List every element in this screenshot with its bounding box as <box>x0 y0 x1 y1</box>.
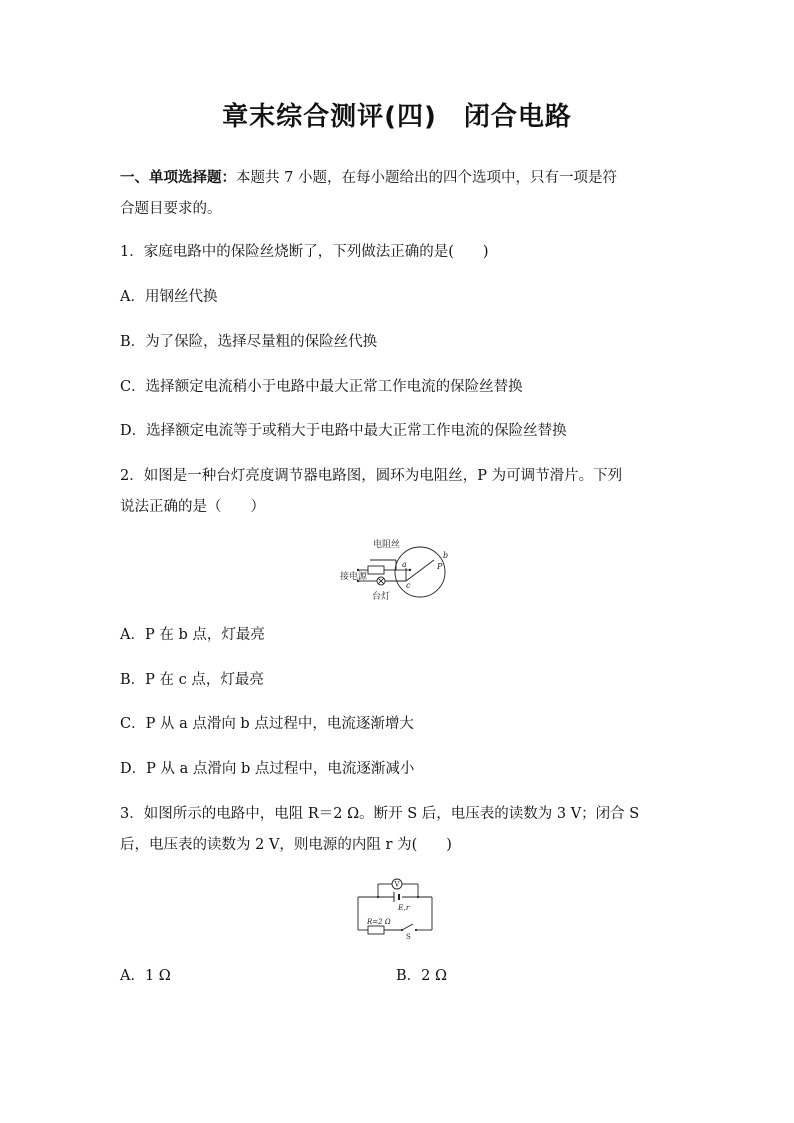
q1-option-d[interactable]: D．选择额定电流等于或稍大于电路中最大正常工作电流的保险丝替换 <box>120 423 567 439</box>
q2-stem-line1: 2．如图是一种台灯亮度调节器电路图，圆环为电阻丝，P 为可调节滑片。下列 <box>120 468 623 484</box>
q1-option-a[interactable]: A．用钢丝代换 <box>120 289 218 305</box>
q1-option-c[interactable]: C．选择额定电流稍小于电路中最大正常工作电流的保险丝替换 <box>120 379 523 395</box>
source-box <box>368 566 384 574</box>
switch-symbol <box>402 924 413 930</box>
section-intro-line1 <box>120 168 680 188</box>
section-text: 本题共 7 小题，在每小题给出的四个选项中，只有一项是符 <box>236 170 617 186</box>
label-emf: E,r <box>398 903 410 912</box>
page-title: 章末综合测评(四) 闭合电路 <box>222 102 572 132</box>
q2-option-b[interactable]: B．P 在 c 点，灯最亮 <box>120 672 264 688</box>
q3-stem-line1: 3．如图所示的电路中，电阻 R＝2 Ω。断开 S 后，电压表的读数为 3 V；闭合 S <box>120 806 640 822</box>
q1-option-b[interactable]: B．为了保险，选择尽量粗的保险丝代换 <box>120 334 378 350</box>
label-point-b: b <box>443 551 449 560</box>
label-resistor: R=2 Ω <box>367 918 391 926</box>
resistance-ring <box>395 547 445 597</box>
q2-option-c[interactable]: C．P 从 a 点滑向 b 点过程中，电流逐渐增大 <box>120 716 414 732</box>
q2-stem-line2: 说法正确的是（ ） <box>120 499 265 515</box>
label-resistance-wire: 电阻丝 <box>373 540 401 550</box>
section-intro-line2: 合题目要求的。 <box>120 201 222 217</box>
q3-option-b[interactable]: B．2 Ω <box>396 968 448 984</box>
q1-stem: 1．家庭电路中的保险丝烧断了，下列做法正确的是( ) <box>120 244 489 260</box>
q2-option-a[interactable]: A．P 在 b 点，灯最亮 <box>120 627 265 643</box>
q3-circuit-figure <box>354 875 440 939</box>
label-switch: S <box>406 933 411 939</box>
q2-option-d[interactable]: D．P 从 a 点滑向 b 点过程中，电流逐渐减小 <box>120 761 415 777</box>
label-slider-p: P <box>437 562 443 571</box>
resistor-symbol <box>368 926 384 934</box>
q2-circuit-figure <box>340 536 460 602</box>
label-voltmeter: V <box>394 880 400 889</box>
q3-stem-line2: 后，电压表的读数为 2 V，则电源的内阻 r 为( ) <box>120 837 452 853</box>
label-power-source: 接电源 <box>340 572 368 582</box>
section-heading: 一、单项选择题： <box>120 170 236 186</box>
label-lamp: 台灯 <box>372 592 391 602</box>
q3-option-a[interactable]: A．1 Ω <box>120 968 171 984</box>
label-point-a: a <box>402 560 407 569</box>
label-point-c: c <box>406 581 411 590</box>
